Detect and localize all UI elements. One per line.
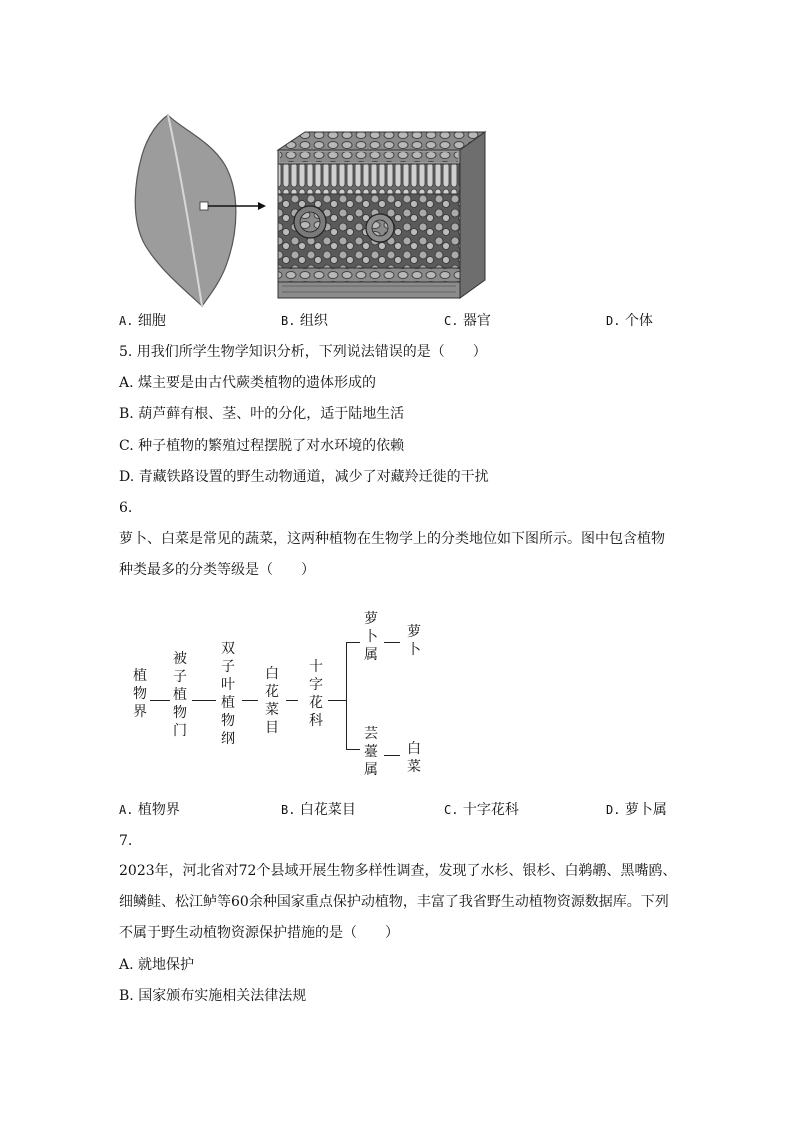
label-species-top: 萝卜 (407, 624, 421, 658)
q5-option-b[interactable]: B. 葫芦藓有根、茎、叶的分化，适于陆地生活 (119, 406, 405, 422)
leaf-structure-illustration (130, 110, 490, 310)
connector-branch-vertical (346, 642, 347, 749)
q4-option-c[interactable]: C. 器官 (444, 313, 491, 329)
leaf-shape (135, 115, 236, 306)
label-genus-top: 萝卜属 (364, 611, 378, 663)
connector-genus-species-top (384, 642, 400, 643)
label-species-bottom: 白菜 (407, 741, 421, 775)
q6-number: 6. (119, 500, 133, 516)
q6-option-a[interactable]: A. 植物界 (119, 802, 180, 818)
connector-order-family (286, 700, 298, 701)
label-class: 双子叶植物纲 (221, 641, 235, 747)
connector-family-branch (328, 700, 346, 701)
q7-number: 7. (119, 833, 133, 849)
connector-branch-bottom (346, 749, 360, 750)
label-family: 十字花科 (309, 659, 323, 729)
q6-option-b[interactable]: B. 白花菜目 (281, 802, 356, 818)
q6-stem-line2: 种类最多的分类等级是（ ） (119, 562, 315, 578)
q5-option-d[interactable]: D. 青藏铁路设置的野生动物通道，减少了对藏羚迁徙的干扰 (119, 469, 489, 485)
q5-stem: 5. 用我们所学生物学知识分析，下列说法错误的是（ ） (119, 344, 487, 360)
label-genus-bottom: 芸薹属 (364, 726, 378, 778)
q7-option-a[interactable]: A. 就地保护 (119, 957, 195, 973)
q7-stem-line1: 2023年，河北省对72个县域开展生物多样性调查，发现了水杉、银杉、白鹈鹕、黑嘴鸥、 (119, 863, 677, 879)
q4-option-a[interactable]: A. 细胞 (119, 313, 166, 329)
connector-genus-species-bottom (384, 755, 400, 756)
q6-option-c[interactable]: C. 十字花科 (444, 802, 519, 818)
label-phylum: 被子植物门 (173, 651, 187, 739)
leaf-figure (130, 110, 490, 310)
connector-branch-top (346, 642, 360, 643)
q5-option-c[interactable]: C. 种子植物的繁殖过程摆脱了对水环境的依赖 (119, 438, 405, 454)
q7-stem-line2: 细鳞鲑、松江鲈等60余种国家重点保护动植物，丰富了我省野生动植物资源数据库。下列 (119, 894, 669, 910)
q5-option-a[interactable]: A. 煤主要是由古代蕨类植物的遗体形成的 (119, 375, 377, 391)
classification-diagram (120, 605, 440, 795)
connector-phylum-class (192, 700, 216, 701)
label-kingdom: 植物界 (133, 668, 147, 720)
label-order: 白花菜目 (265, 666, 279, 736)
q7-stem-line3: 不属于野生动植物资源保护措施的是（ ） (119, 925, 399, 941)
connector-kingdom-phylum (150, 700, 170, 701)
q7-option-b[interactable]: B. 国家颁布实施相关法律法规 (119, 988, 307, 1004)
connector-class-order (242, 700, 258, 701)
q4-option-d[interactable]: D. 个体 (606, 313, 653, 329)
q6-option-d[interactable]: D. 萝卜属 (606, 802, 667, 818)
q6-stem-line1: 萝卜、白菜是常见的蔬菜，这两种植物在生物学上的分类地位如下图所示。图中包含植物 (119, 531, 665, 547)
cross-section-block (278, 132, 485, 298)
q4-option-b[interactable]: B. 组织 (281, 313, 328, 329)
